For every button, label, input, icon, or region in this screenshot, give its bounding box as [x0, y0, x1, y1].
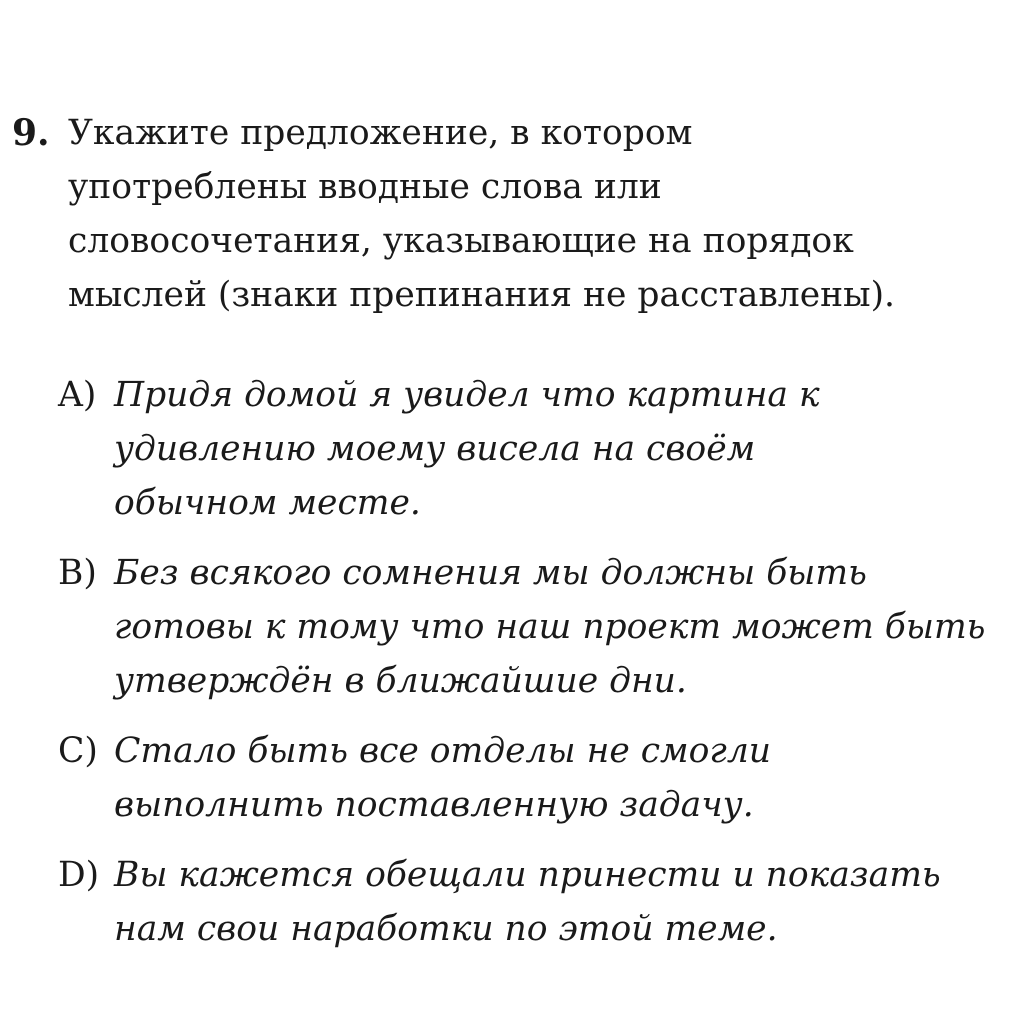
option-letter: B)	[58, 553, 97, 593]
option-letter: C)	[58, 731, 98, 771]
question-text-line: употреблены вводные слова или	[68, 167, 662, 207]
question-text-line: словосочетания, указывающие на порядок	[68, 221, 854, 261]
option-text	[114, 848, 1004, 956]
option-letter: D)	[58, 855, 100, 895]
question-number: 9.	[12, 112, 50, 154]
option-text	[114, 724, 1004, 832]
option-text-line: утверждён в ближайшие дни.	[114, 661, 687, 701]
option-letter: A)	[58, 375, 97, 415]
option-text	[114, 368, 1004, 530]
option-text-line: Стало быть все отделы не смогли	[114, 731, 772, 771]
question-text	[68, 106, 998, 322]
option-text-line: Придя домой я увидел что картина к	[114, 375, 820, 415]
option-text-line: готовы к тому что наш проект может быть	[114, 607, 986, 647]
question-text-line: Укажите предложение, в котором	[68, 113, 693, 153]
option-text-line: Вы кажется обещали принести и показать	[114, 855, 941, 895]
option-text-line: выполнить поставленную задачу.	[114, 785, 754, 825]
option-text-line: удивлению моему висела на своём	[114, 429, 756, 469]
option-text-line: Без всякого сомнения мы должны быть	[114, 553, 867, 593]
option-text-line: нам свои наработки по этой теме.	[114, 909, 778, 949]
option-text	[114, 546, 1004, 708]
question-text-line: мыслей (знаки препинания не расставлены).	[68, 275, 896, 315]
option-text-line: обычном месте.	[114, 483, 421, 523]
